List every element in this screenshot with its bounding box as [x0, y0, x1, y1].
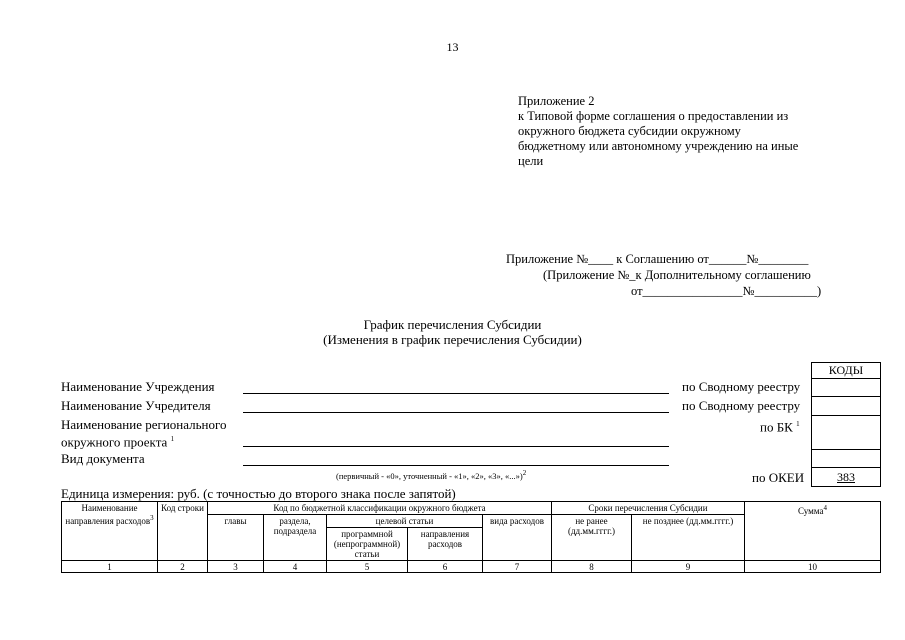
label-unit: Единица измерения: руб. (с точностью до второго знака после запятой) [61, 486, 456, 501]
doc-type-field-line[interactable] [243, 465, 669, 466]
agreement-ref-line1: Приложение №____ к Соглашению от______№________ [506, 252, 809, 266]
column-number: 7 [483, 561, 552, 573]
column-number: 4 [264, 561, 327, 573]
header-code: Код строки [158, 502, 208, 561]
column-number: 3 [208, 561, 264, 573]
appendix-line: Приложение 2 [518, 94, 595, 108]
label-project-2: окружного проекта $^1$ [61, 434, 175, 450]
code-okei[interactable] [812, 468, 881, 487]
label-doc-type: Вид документа [61, 451, 145, 466]
project-field-line[interactable] [243, 446, 669, 447]
header-program: программной (непрограммной) статьи [327, 528, 408, 561]
column-number: 8 [552, 561, 632, 573]
appendix-line: цели [518, 154, 544, 168]
code-registry-1[interactable] [812, 379, 881, 397]
codes-header: КОДЫ [812, 363, 881, 379]
header-chapter: главы [208, 515, 264, 561]
column-number: 6 [408, 561, 483, 573]
appendix-line: окружного бюджета субсидии окружному [518, 124, 741, 138]
column-number: 5 [327, 561, 408, 573]
label-okei: по ОКЕИ [752, 470, 805, 485]
label-institution: Наименование Учреждения [61, 379, 215, 394]
label-registry-2: по Сводному реестру [682, 398, 801, 413]
codes-column [811, 362, 881, 487]
header-not-earlier: не ранее (дд.мм.гггг.) [552, 515, 632, 561]
code-doc-type[interactable] [812, 450, 881, 468]
header-name: Наименование направления расходов$^3$ [62, 502, 158, 561]
title-main: График перечисления Субсидии [363, 317, 542, 332]
code-bk[interactable] [812, 416, 881, 450]
header-type: вида расходов [483, 515, 552, 561]
page-number: 13 [446, 40, 459, 54]
document-title [0, 317, 905, 347]
header-not-later: не позднее (дд.мм.гггг.) [632, 515, 745, 561]
doc-type-hint: (первичный - «0», уточненный - «1», «2», «3», «...»)$^2$ [336, 469, 527, 481]
header-section: раздела, подраздела [264, 515, 327, 561]
header-sum: Сумма$^4$ [745, 502, 881, 561]
label-founder: Наименование Учредителя [61, 398, 211, 413]
appendix-line: к Типовой форме соглашения о предоставлении из [518, 109, 789, 123]
founder-field-line[interactable] [243, 412, 669, 413]
column-number: 9 [632, 561, 745, 573]
column-number: 1 [62, 561, 158, 573]
schedule-table [61, 501, 881, 573]
title-sub: (Изменения в график перечисления Субсидии) [323, 332, 582, 347]
appendix-note [518, 94, 848, 169]
column-number: 2 [158, 561, 208, 573]
header-terms: Сроки перечисления Субсидии [552, 502, 745, 515]
agreement-ref-line2: (Приложение №_к Дополнительному соглашению [543, 268, 811, 282]
okei-value: 383 [837, 469, 855, 484]
header-budget-code: Код по бюджетной классификации окружного бюджета [208, 502, 552, 515]
header-target: целевой статьи [327, 515, 483, 528]
institution-field-line[interactable] [243, 393, 669, 394]
appendix-line: бюджетному или автономному учреждению на иные [518, 139, 799, 153]
agreement-ref-line3: от________________№__________) [631, 284, 822, 298]
label-bk: по БК $^1$ [760, 419, 800, 435]
header-direction: направления расходов [408, 528, 483, 561]
label-project-1: Наименование регионального [61, 417, 227, 432]
column-number: 10 [745, 561, 881, 573]
label-registry-1: по Сводному реестру [682, 379, 801, 394]
code-registry-2[interactable] [812, 397, 881, 416]
